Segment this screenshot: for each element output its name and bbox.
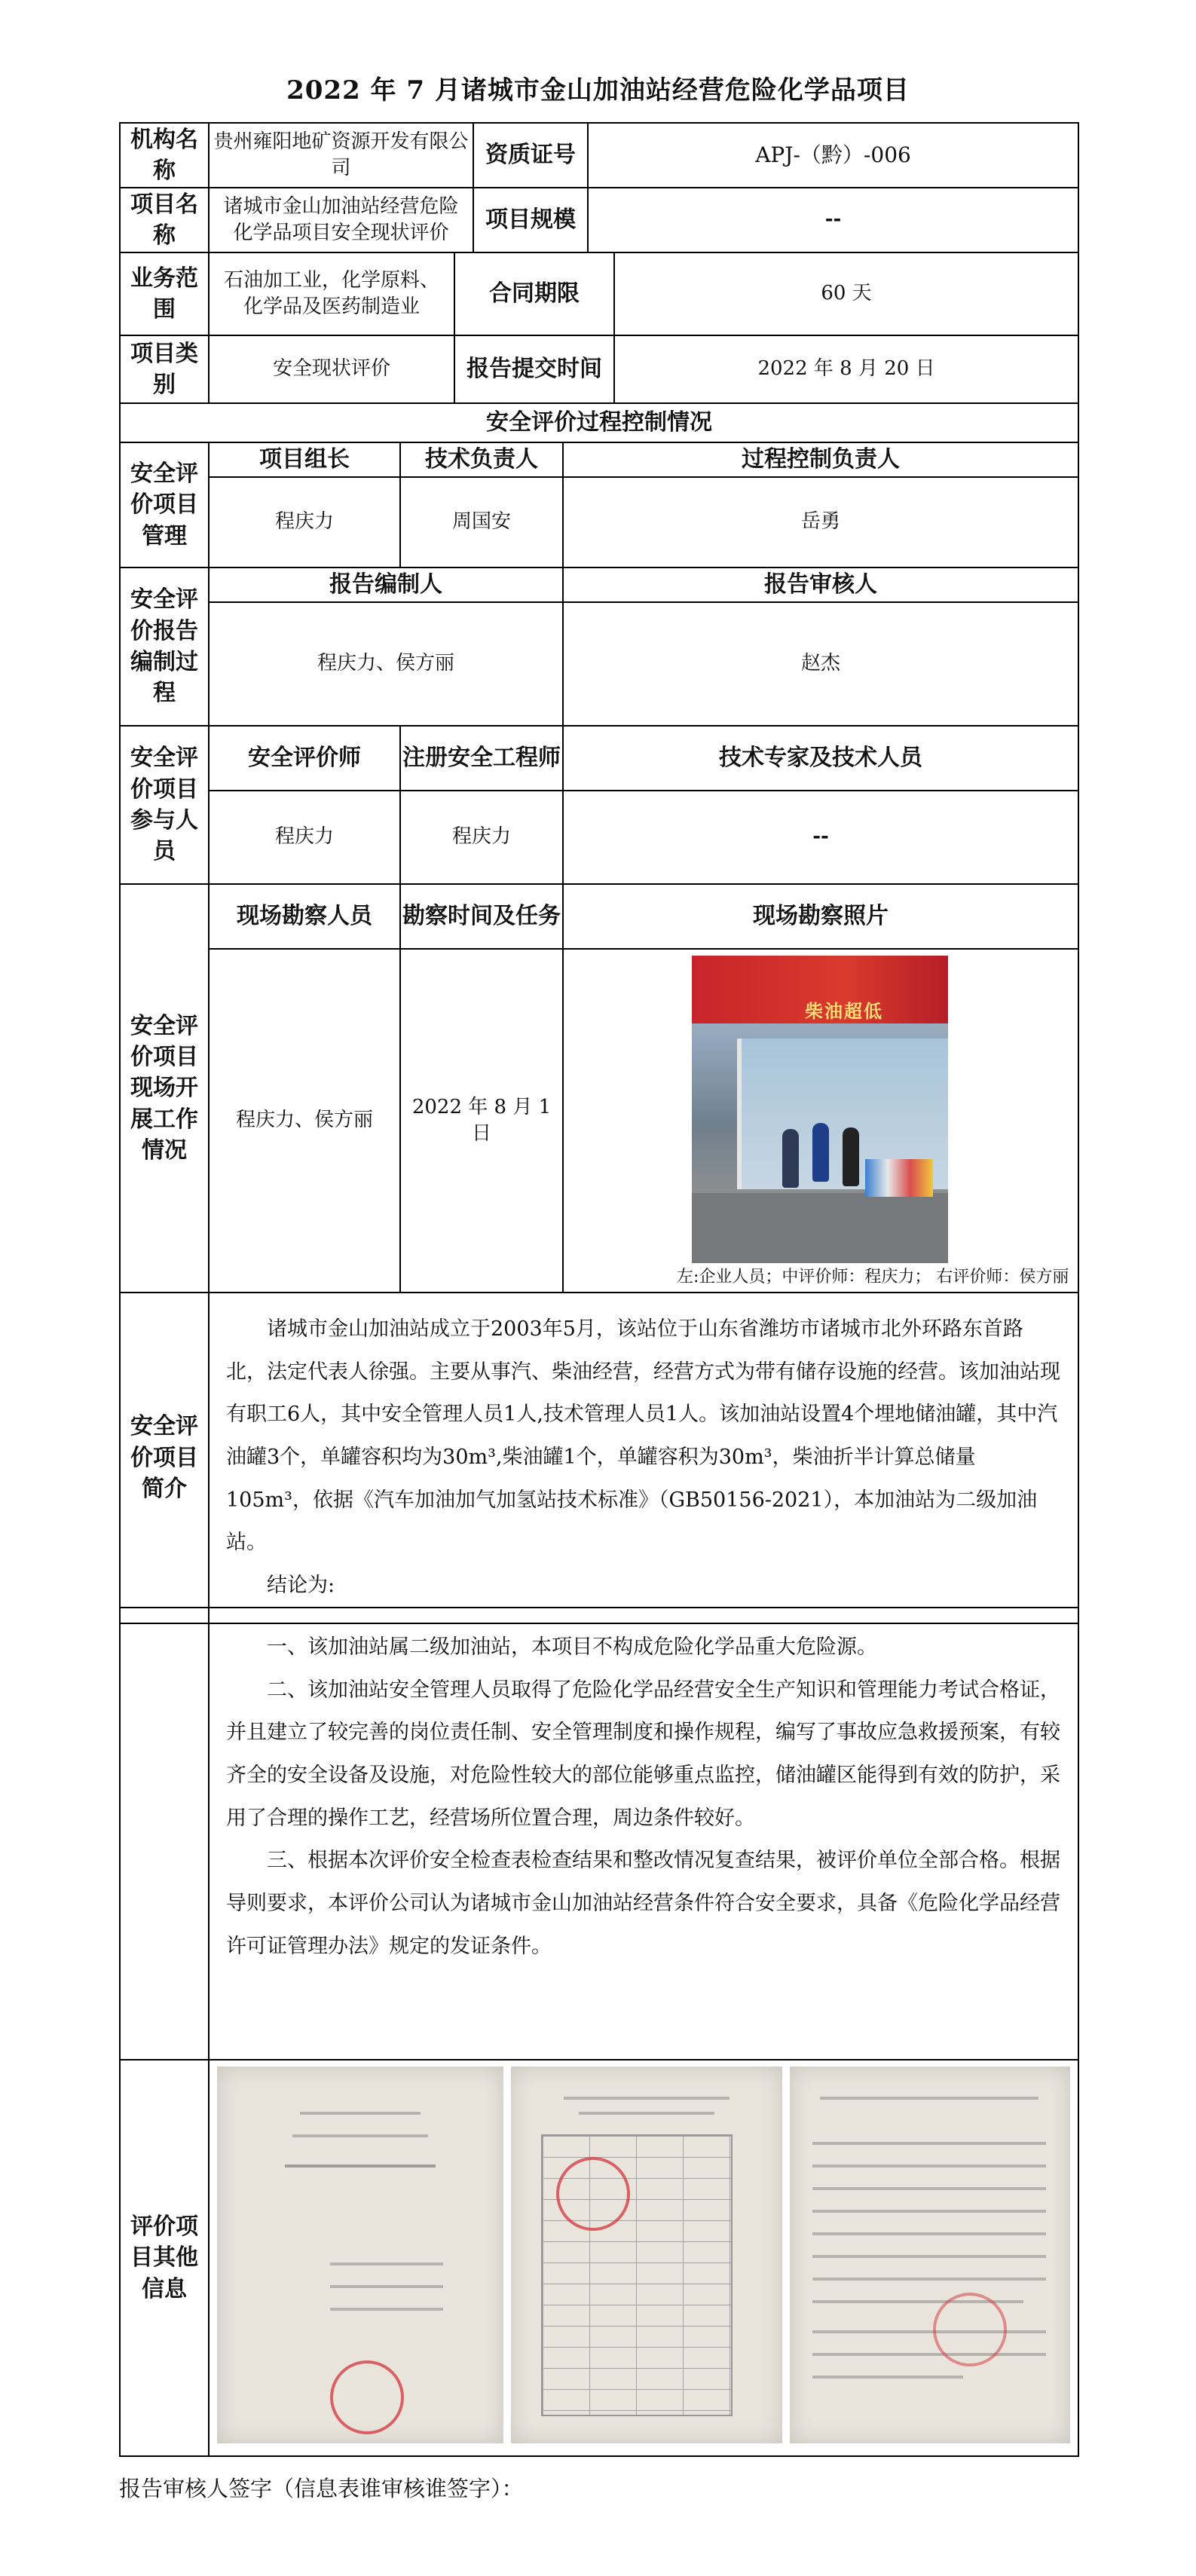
contract-label: 合同期限 bbox=[454, 252, 614, 335]
cert-label: 资质证号 bbox=[473, 123, 588, 188]
conclusion-spacer bbox=[120, 1608, 209, 2060]
submit-value: 2022 年 8 月 20 日 bbox=[614, 335, 1078, 403]
scale-value: -- bbox=[588, 188, 1078, 252]
conclusion-table bbox=[119, 1607, 1079, 2457]
staff-header-evaluator: 安全评价师 bbox=[209, 726, 400, 791]
mgmt-value-control: 岳勇 bbox=[563, 477, 1078, 568]
contract-value: 60 天 bbox=[614, 252, 1078, 335]
conclusion-item-2: 二、该加油站安全管理人员取得了危险化学品经营安全生产知识和管理能力考试合格证，并且建立了较完善的岗位责任制、安全管理制度和操作规程，编写了事故应急救援预案，有较齐全的安全设备及设施，对危险性较大的部位能够重点监控，储油罐区能得到有效的防护，采用了合理的操作工艺，经营场所位置合理，周边条件较好。 bbox=[226, 1678, 1060, 1830]
scope-label: 业务范围 bbox=[120, 252, 209, 335]
category-value: 安全现状评价 bbox=[209, 335, 454, 403]
staff-label: 安全评价项目参与人员 bbox=[120, 726, 209, 884]
site-header-people: 现场勘察人员 bbox=[209, 884, 400, 949]
conclusion-item-3: 三、根据本次评价安全检查表检查结果和整改情况复查结果，被评价单位全部合格。根据导则要求，本评价公司认为诸城市金山加油站经营条件符合安全要求，具备《危险化学品经营许可证管理办法》规定的发证条件。 bbox=[226, 1849, 1060, 1958]
staff-header-expert: 技术专家及技术人员 bbox=[563, 726, 1078, 791]
company-seal bbox=[330, 2360, 404, 2434]
section-title: 安全评价过程控制情况 bbox=[120, 403, 1078, 442]
project-value: 诸城市金山加油站经营危险化学品项目安全现状评价 bbox=[209, 188, 473, 252]
submit-label: 报告提交时间 bbox=[454, 335, 614, 403]
station-sign-text: 柴油超低 bbox=[805, 1001, 883, 1022]
staff-header-engineer: 注册安全工程师 bbox=[400, 726, 563, 791]
cert-value: APJ-（黔）-006 bbox=[588, 123, 1078, 188]
photo-caption: 左:企业人员；中评价师：程庆力； 右评价师：侯方丽 bbox=[677, 1268, 1069, 1286]
conclusion-seal bbox=[933, 2293, 1007, 2366]
site-label: 安全评价项目现场开展工作情况 bbox=[120, 884, 209, 1293]
conclusion-item-1: 一、该加油站属二级加油站，本项目不构成危险化学品重大危险源。 bbox=[267, 1635, 877, 1659]
reviewer-signature-note: 报告审核人签字（信息表谁审核谁签字）： bbox=[119, 2476, 524, 2501]
mgmt-header-leader: 项目组长 bbox=[209, 442, 400, 477]
scope-value: 石油加工业，化学原料、化学品及医药制造业 bbox=[209, 252, 454, 335]
site-time: 2022 年 8 月 1 日 bbox=[400, 949, 563, 1293]
person-middle bbox=[812, 1123, 829, 1182]
org-value: 贵州雍阳地矿资源开发有限公司 bbox=[209, 123, 473, 188]
person-left bbox=[782, 1129, 799, 1188]
site-header-photo: 现场勘察照片 bbox=[563, 884, 1078, 949]
report-label: 安全评价报告编制过程 bbox=[120, 568, 209, 726]
summary-cell bbox=[209, 1293, 1078, 1623]
staff-value-engineer: 程庆力 bbox=[400, 791, 563, 884]
report-header-author: 报告编制人 bbox=[209, 568, 563, 602]
summary-paragraph: 诸城市金山加油站成立于2003年5月，该站位于山东省潍坊市诸城市北外环路东首路北，法定代表人徐强。主要从事汽、柴油经营，经营方式为带有储存设施的经营。该加油站现有职工6人，其中安全管理人员1人,技术管理人员1人。该加油站设置4个埋地储油罐，其中汽油罐3个，单罐容积均为30m³,柴油罐1个，单罐容积为30m³，柴油折半计算总储量105m³，依据《汽车加油加气加氢站技术标准》（GB50156-2021），本加油站为二级加油站。 bbox=[226, 1317, 1060, 1555]
other-label: 评价项目其他信息 bbox=[120, 2060, 209, 2456]
report-header-reviewer: 报告审核人 bbox=[563, 568, 1078, 602]
staff-list-scan bbox=[511, 2067, 782, 2443]
mgmt-label: 安全评价项目管理 bbox=[120, 442, 209, 568]
scale-label: 项目规模 bbox=[473, 188, 588, 252]
site-header-time: 勘察时间及任务 bbox=[400, 884, 563, 949]
station-goods bbox=[865, 1159, 933, 1197]
info-table bbox=[119, 122, 1079, 443]
staff-value-evaluator: 程庆力 bbox=[209, 791, 400, 884]
summary-label: 安全评价项目简介 bbox=[120, 1293, 209, 1623]
conclusions-cell bbox=[209, 1608, 1078, 2060]
person-right bbox=[843, 1127, 859, 1186]
mgmt-value-tech: 周国安 bbox=[400, 477, 563, 568]
mgmt-header-tech: 技术负责人 bbox=[400, 442, 563, 477]
site-survey-photo bbox=[692, 956, 948, 1263]
site-people: 程庆力、侯方丽 bbox=[209, 949, 400, 1293]
mgmt-header-control: 过程控制负责人 bbox=[563, 442, 1078, 477]
project-label: 项目名称 bbox=[120, 188, 209, 252]
conclusion-lead: 结论为: bbox=[267, 1574, 335, 1598]
staff-value-expert: -- bbox=[563, 791, 1078, 884]
mgmt-value-leader: 程庆力 bbox=[209, 477, 400, 568]
report-value-reviewer: 赵杰 bbox=[563, 602, 1078, 726]
station-ground bbox=[692, 1193, 948, 1263]
org-label: 机构名称 bbox=[120, 123, 209, 188]
category-label: 项目类别 bbox=[120, 335, 209, 403]
report-value-author: 程庆力、侯方丽 bbox=[209, 602, 563, 726]
process-table bbox=[119, 442, 1079, 1624]
page-title: 2022 年 7 月诸城市金山加油站经营危险化学品项目 bbox=[286, 75, 910, 106]
conclusion-scan bbox=[790, 2067, 1070, 2443]
staff-seal bbox=[556, 2157, 630, 2231]
report-cover-scan bbox=[217, 2067, 503, 2443]
